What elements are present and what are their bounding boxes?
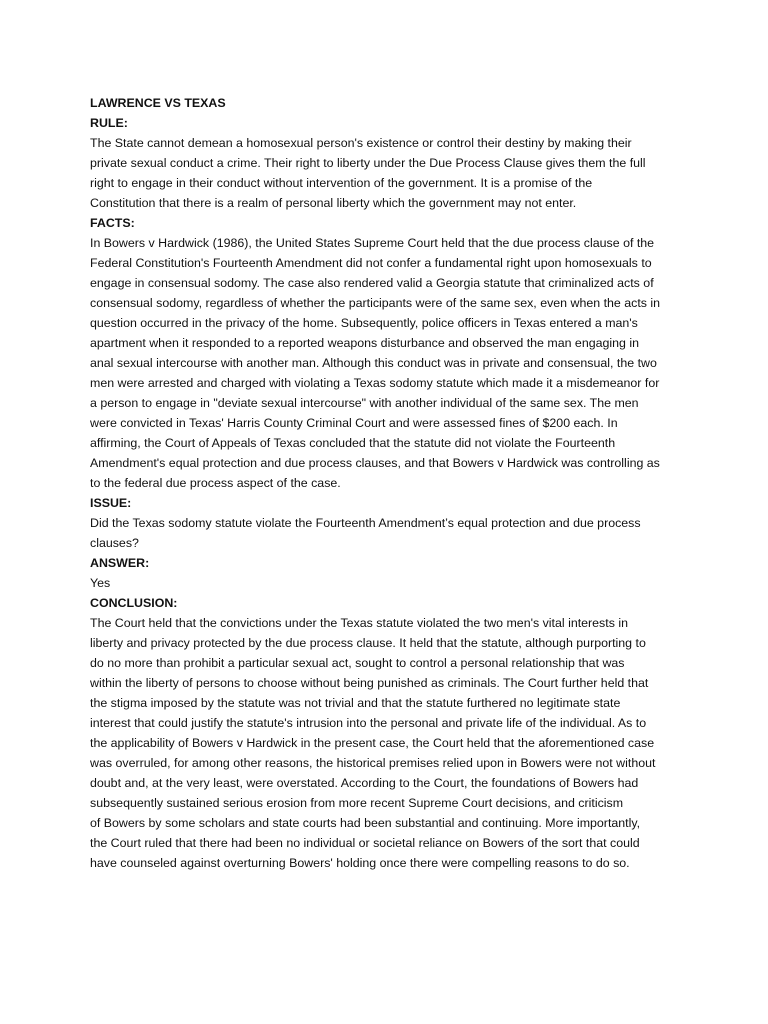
- facts-text-line: a person to engage in "deviate sexual intercourse" with another individual of the same sex. The men: [90, 396, 639, 410]
- facts-text-line: affirming, the Court of Appeals of Texas concluded that the statute did not violate the Fourteenth: [90, 436, 616, 450]
- answer-text-line: Yes: [90, 576, 111, 590]
- issue-text-line: clauses?: [90, 536, 139, 550]
- facts-text-line: to the federal due process aspect of the case.: [90, 476, 341, 490]
- conclusion-text-line: was overruled, for among other reasons, the historical premises relied upon in Bowers were not without: [90, 756, 656, 770]
- conclusion-text-line: subsequently sustained serious erosion from more recent Supreme Court decisions, and criticism: [90, 796, 624, 810]
- conclusion-text-line: the Court ruled that there had been no individual or societal reliance on Bowers of the sort that could: [90, 836, 640, 850]
- facts-text-line: men were arrested and charged with violating a Texas sodomy statute which made it a misdemeanor for: [90, 376, 660, 390]
- section-heading-issue: ISSUE:: [90, 496, 132, 510]
- conclusion-text-line: the applicability of Bowers v Hardwick in the present case, the Court held that the aforementioned case: [90, 736, 655, 750]
- facts-text-line: anal sexual intercourse with another man. Although this conduct was in private and consensual, the two: [90, 356, 657, 370]
- facts-text-line: question occurred in the privacy of the home. Subsequently, police officers in Texas entered a man's: [90, 316, 638, 330]
- section-heading-facts: FACTS:: [90, 216, 135, 230]
- rule-text-line: The State cannot demean a homosexual person's existence or control their destiny by making their: [90, 136, 632, 150]
- rule-text-line: right to engage in their conduct without intervention of the government. It is a promise of the: [90, 176, 593, 190]
- facts-text-line: Federal Constitution's Fourteenth Amendment did not confer a fundamental right upon homosexuals to: [90, 256, 652, 270]
- conclusion-text-line: The Court held that the convictions under the Texas statute violated the two men's vital interests in: [90, 616, 628, 630]
- conclusion-text-line: within the liberty of persons to choose without being punished as criminals. The Court further held that: [90, 676, 649, 690]
- facts-text-line: engage in consensual sodomy. The case also rendered valid a Georgia statute that criminalized acts of: [90, 276, 654, 290]
- conclusion-text-line: of Bowers by some scholars and state courts had been substantial and continuing. More importantly,: [90, 816, 641, 830]
- conclusion-text-line: interest that could justify the statute's intrusion into the personal and private life of the individual. As to: [90, 716, 647, 730]
- document-page: [90, 93, 690, 873]
- facts-text-line: were convicted in Texas' Harris County Criminal Court and were assessed fines of $200 each. In: [90, 416, 618, 430]
- conclusion-text-line: have counseled against overturning Bowers' holding once there were compelling reasons to do so.: [90, 856, 630, 870]
- rule-text-line: Constitution that there is a realm of personal liberty which the government may not enter.: [90, 196, 577, 210]
- conclusion-text-line: do no more than prohibit a particular sexual act, sought to control a personal relationship that was: [90, 656, 625, 670]
- section-heading-answer: ANSWER:: [90, 556, 150, 570]
- conclusion-text-line: the stigma imposed by the statute was not trivial and that the statute furthered no legitimate state: [90, 696, 621, 710]
- section-heading-rule: RULE:: [90, 116, 128, 130]
- facts-text-line: consensual sodomy, regardless of whether the participants were of the same sex, even when the acts in: [90, 296, 661, 310]
- facts-text-line: Amendment's equal protection and due process clauses, and that Bowers v Hardwick was controlling as: [90, 456, 660, 470]
- rule-text-line: private sexual conduct a crime. Their right to liberty under the Due Process Clause gives them the full: [90, 156, 646, 170]
- facts-text-line: In Bowers v Hardwick (1986), the United States Supreme Court held that the due process clause of the: [90, 236, 655, 250]
- issue-text-line: Did the Texas sodomy statute violate the Fourteenth Amendment’s equal protection and due process: [90, 516, 641, 530]
- conclusion-text-line: liberty and privacy protected by the due process clause. It held that the statute, although purporting to: [90, 636, 646, 650]
- section-heading-conclusion: CONCLUSION:: [90, 596, 178, 610]
- document-title: LAWRENCE VS TEXAS: [90, 96, 226, 110]
- facts-text-line: apartment when it responded to a reported weapons disturbance and observed the man engaging in: [90, 336, 639, 350]
- conclusion-text-line: doubt and, at the very least, were overstated. According to the Court, the foundations of Bowers had: [90, 776, 639, 790]
